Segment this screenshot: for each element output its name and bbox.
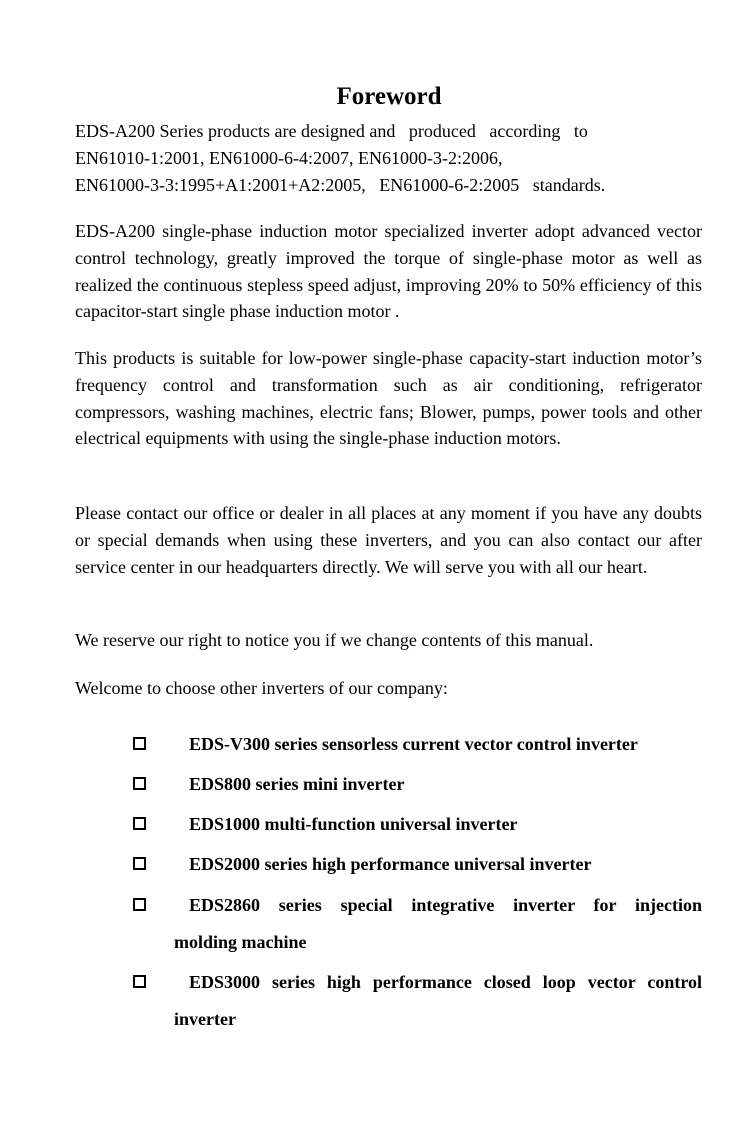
checkbox-bullet-icon	[133, 898, 146, 911]
product-item: EDS1000 multi-function universal inverter	[189, 814, 518, 834]
paragraph-applications: This products is suitable for low-power single-phase capacity-start induction motor’s frequency control and transformation such as air conditioning, refrigerator compressors, washing machines, electric fans; Blower, pumps, power tools and other electrical equipments with using the single-phase induction motors.	[75, 348, 702, 449]
checkbox-bullet-icon	[133, 975, 146, 988]
checkbox-bullet-icon	[133, 737, 146, 750]
product-item: EDS-V300 series sensorless current vector control inverter	[189, 734, 638, 754]
product-item: EDS3000 series high performance closed loop vector control	[189, 972, 702, 992]
paragraph-line: EN61010-1:2001, EN61000-6-4:2007, EN61000-3-2:2006,	[75, 147, 503, 168]
product-item: EDS2000 series high performance universal inverter	[189, 854, 592, 874]
paragraph-welcome: Welcome to choose other inverters of our company:	[75, 678, 448, 698]
paragraph-line: EN61000-3-3:1995+A1:2001+A2:2005, EN61000-6-2:2005 standards.	[75, 174, 606, 195]
checkbox-bullet-icon	[133, 777, 146, 790]
checkbox-bullet-icon	[133, 857, 146, 870]
product-item: EDS2860 series special integrative inverter for injection	[189, 895, 702, 915]
page-title: Foreword	[336, 83, 442, 110]
paragraph-standards	[75, 118, 702, 198]
paragraph-technology: EDS-A200 single-phase induction motor specialized inverter adopt advanced vector control technology, greatly improved the torque of single-phase motor as well as realized the continuous stepless speed adjust, improving 20% to 50% efficiency of this capacitor-start single phase induction motor .	[75, 221, 702, 322]
paragraph-reserve-right: We reserve our right to notice you if we change contents of this manual.	[75, 630, 594, 650]
checkbox-bullet-icon	[133, 817, 146, 830]
product-item: EDS800 series mini inverter	[189, 774, 405, 794]
product-item-continuation: inverter	[174, 1009, 236, 1029]
paragraph-line: EDS-A200 Series products are designed and produced according to	[75, 121, 588, 141]
paragraph-contact: Please contact our office or dealer in all places at any moment if you have any doubts or special demands when using these inverters, and you can also contact our after service center in our headquarters directly. We will serve you with all our heart.	[75, 503, 702, 577]
product-item-continuation: molding machine	[174, 932, 307, 952]
